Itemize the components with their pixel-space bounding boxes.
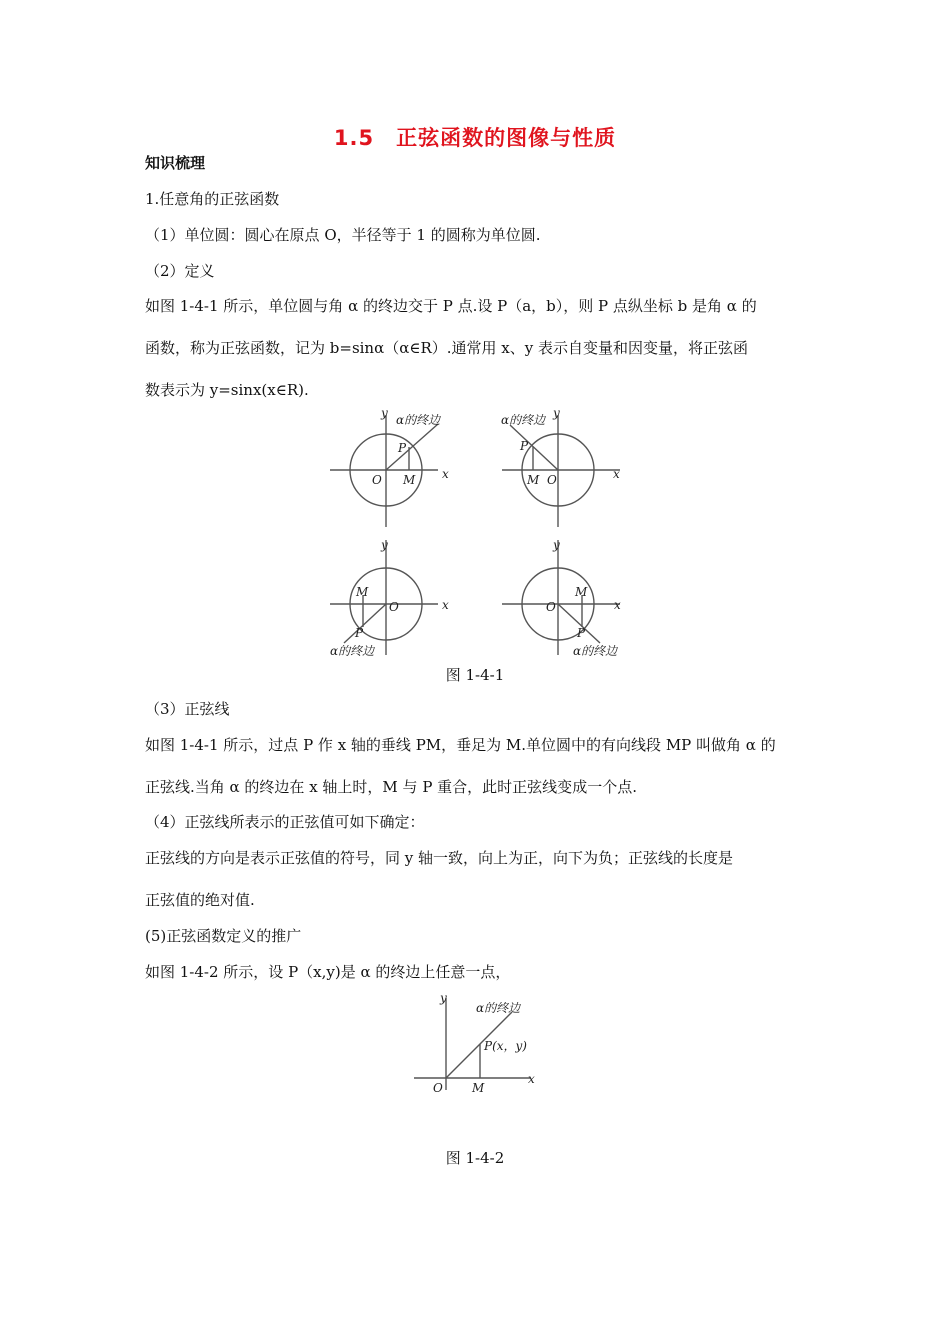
fig3-o-label: O [389,600,399,614]
page-title: 1.5 正弦函数的图像与性质 [333,126,617,150]
fig2-m-label: M [527,473,540,487]
fig3-m-label: M [356,585,369,599]
text-line-3: （2）定义 [145,262,215,280]
fig3-p-label: P [355,626,364,640]
fig5-y-label: y [440,991,447,1005]
fig4-x-label: x [614,598,621,612]
diagram-quadrant-1 [330,415,438,527]
fig2-o-label: O [547,473,557,487]
fig4-p-label: P [577,626,586,640]
figure-1-4-2-caption: 图 1-4-2 [445,1149,505,1167]
text-line-1: 1.任意角的正弦函数 [145,190,280,208]
fig2-x-label: x [613,467,620,481]
text-line-11: 正弦线的方向是表示正弦值的符号，同 y 轴一致，向上为正，向下为负；正弦线的长度是 [145,849,734,867]
figure-1-4-2 [410,990,550,1100]
fig5-o-label: O [433,1081,443,1095]
text-line-10: （4）正弦线所表示的正弦值可如下确定： [145,813,425,831]
fig1-y-label: y [381,406,388,420]
text-line-12: 正弦值的绝对值. [145,891,255,909]
text-line-5: 函数，称为正弦函数，记为 b=sinα（α∈R）.通常用 x、y 表示自变量和因变量，将正弦函 [145,339,748,357]
fig1-m-label: M [403,473,416,487]
text-line-2: （1）单位圆：圆心在原点 O，半径等于 1 的圆称为单位圆. [145,226,541,244]
fig5-terminal-label: α的终边 [476,1001,521,1015]
fig1-x-label: x [442,467,449,481]
fig3-y-label: y [381,538,388,552]
fig2-terminal-label: α的终边 [501,413,546,427]
fig3-x-label: x [442,598,449,612]
text-line-4: 如图 1-4-1 所示，单位圆与角 α 的终边交于 P 点.设 P（a，b），则 P 点纵坐标 b 是角 α 的 [145,297,757,315]
fig4-terminal-label: α的终边 [573,644,618,658]
fig4-o-label: O [546,600,556,614]
fig2-y-label: y [553,406,560,420]
fig4-m-label: M [575,585,588,599]
fig5-p-label: P(x，y) [484,1039,527,1053]
text-line-13: (5)正弦函数定义的推广 [145,927,302,945]
figure-1-4-1 [320,405,640,660]
text-line-8: 如图 1-4-1 所示，过点 P 作 x 轴的垂线 PM，垂足为 M.单位圆中的有向线段 MP 叫做角 α 的 [145,736,776,754]
text-line-7: （3）正弦线 [145,700,230,718]
text-line-6: 数表示为 y=sinx(x∈R). [145,381,309,399]
text-line-14: 如图 1-4-2 所示，设 P（x,y)是 α 的终边上任意一点， [145,963,511,981]
fig1-o-label: O [372,473,382,487]
section-heading: 知识梳理 [145,154,206,172]
text-line-9: 正弦线.当角 α 的终边在 x 轴上时，M 与 P 重合，此时正弦线变成一个点. [145,778,637,796]
figure-1-4-1-caption: 图 1-4-1 [445,666,505,684]
diagram-quadrant-2 [502,415,620,527]
diagram-quadrant-4 [502,540,620,655]
fig5-x-label: x [528,1072,535,1086]
fig4-y-label: y [553,538,560,552]
fig3-terminal-label: α的终边 [330,644,375,658]
fig2-p-label: P [520,439,529,453]
diagram-quadrant-3 [330,540,438,655]
fig1-terminal-label: α的终边 [396,413,441,427]
fig5-m-label: M [472,1081,485,1095]
fig1-p-label: P [398,441,407,455]
